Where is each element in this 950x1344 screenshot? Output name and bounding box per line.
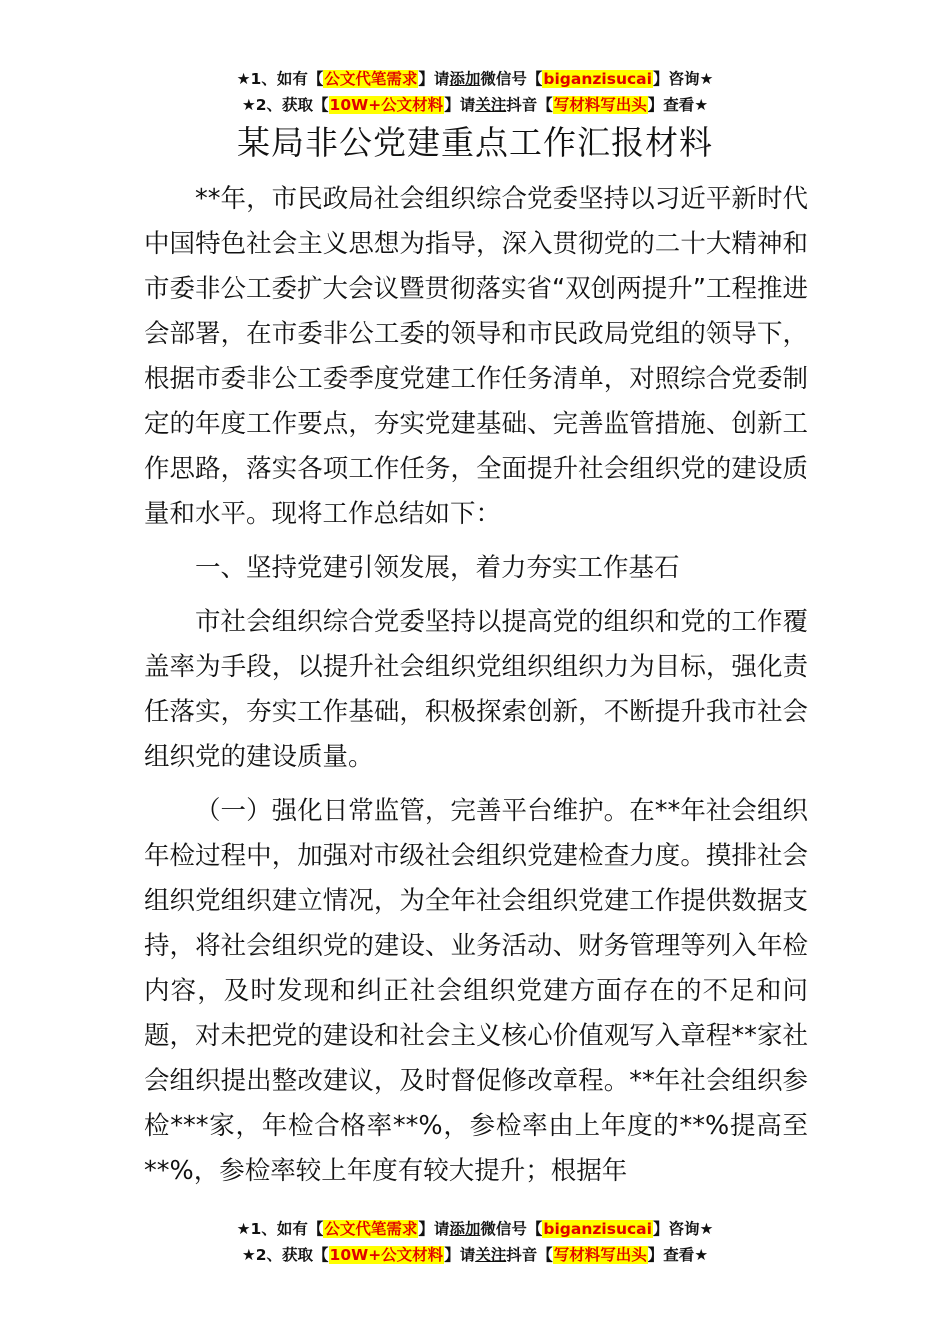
highlight-materials: 10W+公文材料 [329, 96, 444, 114]
star-icon: ★ [699, 70, 714, 88]
banner-text: 1、如有【 [250, 70, 324, 88]
banner-text: 】咨询 [652, 70, 700, 88]
star-icon: ★ [241, 1246, 256, 1264]
paragraph-intro: **年，市民政局社会组织综合党委坚持以习近平新时代中国特色社会主义思想为指导，深入贯彻党的二十大精神和市委非公工委扩大会议暨贯彻落实省“双创两提升”工程推进会部署，在市委非公工委的领导和市民政局党组的领导下，根据市委非公工委季度党建工作任务清单，对照综合党委制定的年度工作要点，夯实党建基础、完善监管措施、创新工作思路，落实各项工作任务，全面提升社会组织党的建设质量和水平。现将工作总结如下： [144, 184, 808, 529]
wechat-id[interactable]: biganzisucai [543, 1220, 652, 1238]
highlight-service: 公文代笔需求 [324, 70, 418, 88]
star-icon: ★ [241, 96, 256, 114]
underlined-text: 添加 [449, 70, 481, 88]
document-body [144, 177, 808, 1203]
banner-text: 2、获取【 [255, 1246, 329, 1264]
banner-text: 】查看 [647, 1246, 695, 1264]
banner-text: 】请 [444, 1246, 476, 1264]
star-icon: ★ [236, 70, 251, 88]
douyin-account[interactable]: 写材料写出头 [553, 96, 647, 114]
underlined-text: 添加 [449, 1220, 481, 1238]
banner-text: 抖音【 [506, 1246, 553, 1264]
document-title: 某局非公党建重点工作汇报材料 [237, 123, 713, 162]
footer-banner [0, 1216, 950, 1268]
banner-text: 1、如有【 [250, 1220, 324, 1238]
header-banner-line-1 [0, 66, 950, 92]
banner-text: 微信号【 [480, 1220, 543, 1238]
highlight-materials: 10W+公文材料 [329, 1246, 444, 1264]
footer-banner-line-1 [0, 1216, 950, 1242]
banner-text: 】请 [418, 70, 450, 88]
banner-text: 】请 [418, 1220, 450, 1238]
douyin-account[interactable]: 写材料写出头 [553, 1246, 647, 1264]
highlight-service: 公文代笔需求 [324, 1220, 418, 1238]
banner-text: 抖音【 [506, 96, 553, 114]
wechat-id[interactable]: biganzisucai [543, 70, 652, 88]
star-icon: ★ [694, 96, 709, 114]
paragraph-section-intro: 市社会组织综合党委坚持以提高党的组织和党的工作覆盖率为手段，以提升社会组织党组织组织力为目标，强化责任落实，夯实工作基础，积极探索创新，不断提升我市社会组织党的建设质量。 [144, 607, 808, 772]
banner-text: 】查看 [647, 96, 695, 114]
section-heading: 一、坚持党建引领发展，着力夯实工作基石 [195, 553, 680, 583]
banner-text: 】咨询 [652, 1220, 700, 1238]
paragraph-subsection-1: （一）强化日常监管，完善平台维护。在**年社会组织年检过程中，加强对市级社会组织党建检查力度。摸排社会组织党组织建立情况，为全年社会组织党建工作提供数据支持，将社会组织党的建设、业务活动、财务管理等列入年检内容，及时发现和纠正社会组织党建方面存在的不足和问题，对未把党的建设和社会主义核心价值观写入章程**家社会组织提出整改建议，及时督促修改章程。**年社会组织参检***家，年检合格率**%，参检率由上年度的**%提高至**%，参检率较上年度有较大提升；根据年 [144, 796, 808, 1186]
header-banner-line-2 [0, 92, 950, 118]
star-icon: ★ [694, 1246, 709, 1264]
footer-banner-line-2 [0, 1242, 950, 1268]
banner-text: 】请 [444, 96, 476, 114]
underlined-text: 关注 [475, 96, 507, 114]
underlined-text: 关注 [475, 1246, 507, 1264]
header-banner [0, 66, 950, 118]
star-icon: ★ [236, 1220, 251, 1238]
star-icon: ★ [699, 1220, 714, 1238]
banner-text: 微信号【 [480, 70, 543, 88]
banner-text: 2、获取【 [255, 96, 329, 114]
